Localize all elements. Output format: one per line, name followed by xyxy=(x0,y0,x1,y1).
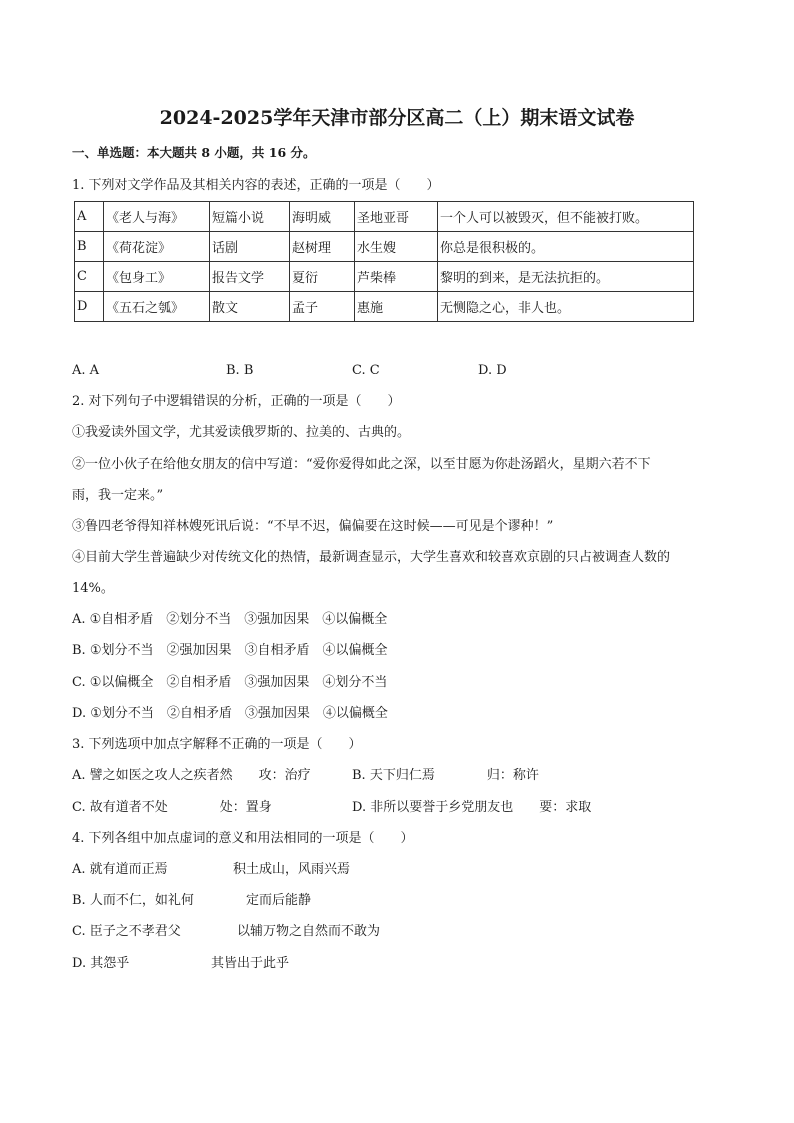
table-cell: 圣地亚哥 xyxy=(355,202,438,232)
literature-table xyxy=(74,201,694,322)
table-cell: 孟子 xyxy=(290,292,355,322)
table-row xyxy=(75,202,694,232)
table-row xyxy=(75,232,694,262)
table-cell: 《老人与海》 xyxy=(104,202,210,232)
table-cell: 报告文学 xyxy=(210,262,290,292)
q2-option-d[interactable]: D. ①划分不当 ②自相矛盾 ③强加因果 ④以偏概全 xyxy=(72,706,388,721)
q2-option-a[interactable]: A. ①自相矛盾 ②划分不当 ③强加因果 ④以偏概全 xyxy=(72,612,388,627)
table-cell: 夏衍 xyxy=(290,262,355,292)
q4-option-c[interactable]: C. 臣子之不孝君父 xyxy=(72,924,181,939)
table-row xyxy=(75,292,694,322)
table-cell: 《包身工》 xyxy=(104,262,210,292)
table-cell: 黎明的到来，是无法抗拒的。 xyxy=(438,262,694,292)
table-row xyxy=(75,262,694,292)
q2-option-c[interactable]: C. ①以偏概全 ②自相矛盾 ③强加因果 ④划分不当 xyxy=(72,675,388,690)
table-cell: 一个人可以被毁灭，但不能被打败。 xyxy=(438,202,694,232)
q2-option-b[interactable]: B. ①划分不当 ②强加因果 ③自相矛盾 ④以偏概全 xyxy=(72,643,388,658)
q4-option-c-second: 以辅万物之自然而不敢为 xyxy=(237,924,381,939)
q3-option-a[interactable]: A. 譬之如医之攻人之疾者然 攻：治疗 xyxy=(72,768,311,783)
q1-option-c[interactable]: C. C xyxy=(352,363,380,378)
q4-option-b[interactable]: B. 人而不仁，如礼何 xyxy=(72,893,194,908)
q3-option-d[interactable]: D. 非所以要誉于乡党朋友也 要：求取 xyxy=(352,800,592,815)
q4-option-d-second: 其皆出于此乎 xyxy=(211,956,290,971)
q4-option-d[interactable]: D. 其怨乎 xyxy=(72,956,130,971)
table-cell: 赵树理 xyxy=(290,232,355,262)
table-cell: 散文 xyxy=(210,292,290,322)
q1-option-a[interactable]: A. A xyxy=(72,363,100,378)
question-1-stem: 1. 下列对文学作品及其相关内容的表述，正确的一项是（ ） xyxy=(72,178,440,193)
q4-option-a-second: 积土成山，风雨兴焉 xyxy=(233,862,351,877)
table-cell: 话剧 xyxy=(210,232,290,262)
table-cell: 《荷花淀》 xyxy=(104,232,210,262)
q2-sentence-4: ④目前大学生普遍缺少对传统文化的热情，最新调查显示，大学生喜欢和较喜欢京剧的只占被调查人数的 xyxy=(72,550,671,565)
table-cell: D xyxy=(75,292,104,322)
page-title: 2024-2025学年天津市部分区高二（上）期末语文试卷 xyxy=(159,107,635,129)
q3-option-b[interactable]: B. 天下归仁焉 归：称许 xyxy=(352,768,539,783)
table-cell: 你总是很积极的。 xyxy=(438,232,694,262)
question-2-stem: 2. 对下列句子中逻辑错误的分析，正确的一项是（ ） xyxy=(72,394,401,409)
q2-sentence-2-cont: 雨，我一定来。” xyxy=(72,488,164,503)
table-cell: 无恻隐之心，非人也。 xyxy=(438,292,694,322)
table-cell: 《五石之瓠》 xyxy=(104,292,210,322)
table-cell: 芦柴棒 xyxy=(355,262,438,292)
table-cell: 短篇小说 xyxy=(210,202,290,232)
question-3-stem: 3. 下列选项中加点字解释不正确的一项是（ ） xyxy=(72,737,362,752)
q1-option-d[interactable]: D. D xyxy=(478,363,507,378)
q2-sentence-2: ②一位小伙子在给他女朋友的信中写道：“爱你爱得如此之深，以至甘愿为你赴汤蹈火，星期六若不下 xyxy=(72,457,651,472)
table-cell: B xyxy=(75,232,104,262)
table-cell: 海明威 xyxy=(290,202,355,232)
section-heading: 一、单选题：本大题共 8 小题，共 16 分。 xyxy=(72,145,316,160)
table-cell: A xyxy=(75,202,104,232)
q3-option-c[interactable]: C. 故有道者不处 处：置身 xyxy=(72,800,272,815)
q4-option-b-second: 定而后能静 xyxy=(246,893,312,908)
q4-option-a[interactable]: A. 就有道而正焉 xyxy=(72,862,168,877)
q2-sentence-3: ③鲁四老爷得知祥林嫂死讯后说：“不早不迟，偏偏要在这时候——可见是个谬种！” xyxy=(72,519,554,534)
q1-option-b[interactable]: B. B xyxy=(226,363,254,378)
question-4-stem: 4. 下列各组中加点虚词的意义和用法相同的一项是（ ） xyxy=(72,831,414,846)
table-cell: 水生嫂 xyxy=(355,232,438,262)
table-cell: 惠施 xyxy=(355,292,438,322)
q2-sentence-1: ①我爱读外国文学，尤其爱读俄罗斯的、拉美的、古典的。 xyxy=(72,425,411,440)
table-cell: C xyxy=(75,262,104,292)
q2-sentence-4-cont: 14%。 xyxy=(72,581,114,596)
